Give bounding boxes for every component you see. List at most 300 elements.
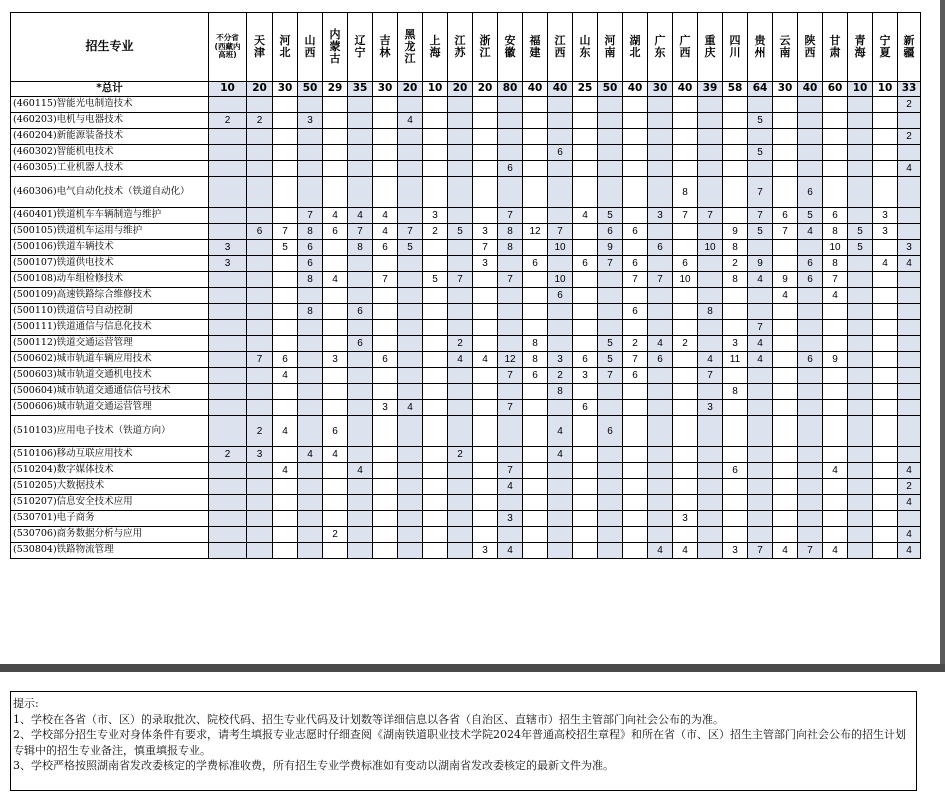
plan-cell — [873, 463, 898, 479]
plan-cell — [209, 384, 247, 400]
page-edge-shadow — [940, 0, 945, 664]
plan-cell — [473, 288, 498, 304]
plan-cell — [773, 416, 798, 447]
table-row — [11, 224, 921, 240]
plan-cell — [423, 352, 448, 368]
plan-cell — [598, 161, 623, 177]
plan-cell — [873, 400, 898, 416]
plan-cell — [373, 304, 398, 320]
plan-cell — [398, 447, 423, 463]
total-cell: 39 — [698, 82, 723, 97]
plan-cell — [748, 416, 773, 447]
plan-cell: 5 — [398, 240, 423, 256]
total-cell: 40 — [798, 82, 823, 97]
plan-cell — [573, 304, 598, 320]
plan-cell: 6 — [598, 224, 623, 240]
province-header-2: 天津 — [247, 13, 273, 82]
plan-cell — [798, 368, 823, 384]
plan-cell — [448, 384, 473, 400]
plan-cell: 2 — [548, 368, 573, 384]
plan-cell — [373, 288, 398, 304]
plan-cell: 6 — [373, 240, 398, 256]
plan-cell — [673, 240, 698, 256]
plan-cell — [398, 177, 423, 208]
total-cell: 10 — [423, 82, 448, 97]
plan-cell: 7 — [673, 208, 698, 224]
plan-cell — [398, 368, 423, 384]
plan-cell — [848, 479, 873, 495]
plan-cell — [723, 368, 748, 384]
plan-cell — [423, 416, 448, 447]
plan-cell: 6 — [573, 352, 598, 368]
plan-cell — [773, 384, 798, 400]
plan-cell — [209, 304, 247, 320]
plan-cell — [773, 161, 798, 177]
plan-cell: 8 — [298, 224, 323, 240]
plan-cell — [323, 113, 348, 129]
plan-cell — [423, 113, 448, 129]
plan-cell — [823, 129, 848, 145]
plan-cell: 2 — [673, 336, 698, 352]
plan-cell — [448, 368, 473, 384]
plan-cell — [798, 511, 823, 527]
major-name: (510205)大数据技术 — [11, 479, 209, 495]
plan-cell — [648, 527, 673, 543]
plan-cell — [873, 416, 898, 447]
plan-cell — [448, 177, 473, 208]
plan-cell — [523, 511, 548, 527]
province-header-5: 内蒙古 — [323, 13, 348, 82]
total-cell: 20 — [247, 82, 273, 97]
plan-cell — [573, 479, 598, 495]
plan-cell — [698, 320, 723, 336]
plan-cell: 6 — [798, 272, 823, 288]
plan-cell — [748, 240, 773, 256]
plan-cell — [848, 511, 873, 527]
plan-cell — [298, 288, 323, 304]
plan-cell — [323, 543, 348, 559]
plan-cell — [623, 416, 648, 447]
plan-cell — [623, 97, 648, 113]
plan-cell — [473, 145, 498, 161]
plan-cell — [473, 272, 498, 288]
plan-cell — [648, 177, 673, 208]
plan-cell — [523, 447, 548, 463]
table-row — [11, 240, 921, 256]
plan-cell — [448, 161, 473, 177]
plan-cell: 7 — [473, 240, 498, 256]
table-row — [11, 177, 921, 208]
plan-cell — [247, 177, 273, 208]
plan-cell: 6 — [623, 368, 648, 384]
plan-cell — [523, 543, 548, 559]
plan-cell: 8 — [723, 240, 748, 256]
plan-cell — [273, 129, 298, 145]
plan-cell — [598, 527, 623, 543]
plan-cell — [323, 368, 348, 384]
plan-cell — [473, 113, 498, 129]
plan-cell: 10 — [698, 240, 723, 256]
major-name: (530706)商务数据分析与应用 — [11, 527, 209, 543]
table-row — [11, 511, 921, 527]
plan-cell: 7 — [698, 208, 723, 224]
province-header-24: 陕西 — [798, 13, 823, 82]
plan-cell — [898, 368, 921, 384]
page-separator — [0, 664, 945, 672]
plan-cell — [473, 384, 498, 400]
plan-cell — [373, 495, 398, 511]
plan-cell — [298, 368, 323, 384]
plan-cell: 6 — [373, 352, 398, 368]
plan-cell — [848, 256, 873, 272]
plan-cell — [548, 463, 573, 479]
plan-cell — [623, 113, 648, 129]
plan-cell — [448, 463, 473, 479]
plan-cell — [498, 384, 523, 400]
plan-cell: 3 — [473, 543, 498, 559]
plan-cell — [523, 320, 548, 336]
plan-cell — [398, 304, 423, 320]
plan-cell — [898, 400, 921, 416]
plan-cell — [898, 320, 921, 336]
plan-cell: 4 — [898, 161, 921, 177]
plan-cell — [848, 161, 873, 177]
plan-cell: 5 — [448, 224, 473, 240]
province-header-4: 山西 — [298, 13, 323, 82]
plan-cell — [523, 272, 548, 288]
plan-cell — [698, 113, 723, 129]
plan-cell — [348, 368, 373, 384]
plan-cell — [423, 177, 448, 208]
plan-cell: 10 — [673, 272, 698, 288]
total-cell: 40 — [523, 82, 548, 97]
plan-cell — [273, 256, 298, 272]
plan-cell: 12 — [498, 352, 523, 368]
plan-cell: 4 — [373, 224, 398, 240]
plan-cell — [473, 177, 498, 208]
plan-cell: 7 — [398, 224, 423, 240]
plan-cell — [209, 288, 247, 304]
plan-cell — [247, 256, 273, 272]
plan-cell — [698, 384, 723, 400]
plan-cell — [698, 495, 723, 511]
plan-cell — [573, 336, 598, 352]
plan-cell: 7 — [273, 224, 298, 240]
plan-cell: 8 — [823, 256, 848, 272]
plan-cell: 4 — [798, 224, 823, 240]
plan-cell — [648, 416, 673, 447]
plan-cell — [848, 304, 873, 320]
table-row — [11, 161, 921, 177]
major-name: (460115)智能光电制造技术 — [11, 97, 209, 113]
plan-cell — [823, 113, 848, 129]
plan-cell — [673, 304, 698, 320]
plan-cell — [209, 177, 247, 208]
plan-cell — [848, 145, 873, 161]
plan-cell — [598, 495, 623, 511]
plan-cell — [398, 495, 423, 511]
plan-cell: 5 — [273, 240, 298, 256]
plan-cell: 2 — [209, 113, 247, 129]
major-name: (460305)工业机器人技术 — [11, 161, 209, 177]
plan-cell — [848, 543, 873, 559]
plan-cell — [598, 384, 623, 400]
plan-cell — [723, 129, 748, 145]
plan-cell — [798, 97, 823, 113]
plan-cell — [247, 400, 273, 416]
plan-cell — [823, 447, 848, 463]
plan-cell: 6 — [648, 240, 673, 256]
plan-cell: 4 — [873, 256, 898, 272]
plan-cell — [423, 527, 448, 543]
table-header-row — [11, 13, 921, 82]
plan-cell — [523, 161, 548, 177]
plan-cell — [598, 113, 623, 129]
table-row — [11, 368, 921, 384]
plan-cell — [698, 511, 723, 527]
plan-cell — [773, 177, 798, 208]
plan-cell: 4 — [273, 463, 298, 479]
plan-cell — [773, 113, 798, 129]
plan-cell: 5 — [423, 272, 448, 288]
plan-cell: 5 — [848, 224, 873, 240]
plan-cell — [209, 145, 247, 161]
plan-cell — [373, 463, 398, 479]
plan-cell — [273, 400, 298, 416]
plan-cell: 8 — [823, 224, 848, 240]
plan-cell — [898, 416, 921, 447]
province-header-3: 河北 — [273, 13, 298, 82]
province-header-13: 福建 — [523, 13, 548, 82]
plan-cell — [598, 304, 623, 320]
plan-cell — [298, 336, 323, 352]
province-header-25: 甘肃 — [823, 13, 848, 82]
plan-cell: 3 — [473, 224, 498, 240]
plan-cell — [623, 495, 648, 511]
table-row — [11, 272, 921, 288]
plan-cell — [723, 400, 748, 416]
plan-cell — [548, 495, 573, 511]
plan-cell — [247, 145, 273, 161]
major-name: (500604)城市轨道交通通信信号技术 — [11, 384, 209, 400]
plan-cell — [798, 463, 823, 479]
plan-cell — [573, 416, 598, 447]
plan-cell — [498, 145, 523, 161]
plan-cell — [423, 97, 448, 113]
plan-cell — [209, 272, 247, 288]
plan-cell — [523, 177, 548, 208]
plan-cell — [298, 145, 323, 161]
table-row — [11, 113, 921, 129]
plan-cell — [573, 240, 598, 256]
plan-cell — [598, 463, 623, 479]
province-header-21: 四川 — [723, 13, 748, 82]
plan-cell — [748, 97, 773, 113]
plan-cell — [423, 479, 448, 495]
plan-cell — [273, 543, 298, 559]
plan-cell — [247, 97, 273, 113]
plan-cell — [748, 511, 773, 527]
plan-cell — [823, 304, 848, 320]
total-cell: 80 — [498, 82, 523, 97]
plan-cell — [323, 304, 348, 320]
major-header: 招生专业 — [11, 13, 209, 82]
plan-cell — [273, 113, 298, 129]
plan-cell — [247, 527, 273, 543]
plan-cell — [798, 400, 823, 416]
plan-cell — [898, 352, 921, 368]
plan-cell: 2 — [898, 479, 921, 495]
plan-cell: 7 — [598, 368, 623, 384]
plan-cell — [323, 256, 348, 272]
plan-cell — [848, 336, 873, 352]
plan-cell — [598, 145, 623, 161]
plan-cell — [873, 543, 898, 559]
plan-cell — [298, 320, 323, 336]
table-row — [11, 352, 921, 368]
plan-cell — [473, 416, 498, 447]
province-header-15: 山东 — [573, 13, 598, 82]
plan-cell: 7 — [748, 320, 773, 336]
plan-cell — [348, 352, 373, 368]
plan-cell — [548, 527, 573, 543]
plan-cell — [773, 129, 798, 145]
plan-cell — [823, 495, 848, 511]
plan-cell — [548, 336, 573, 352]
plan-cell — [398, 352, 423, 368]
plan-cell: 5 — [748, 224, 773, 240]
total-cell: 20 — [398, 82, 423, 97]
plan-cell — [673, 224, 698, 240]
plan-cell — [298, 463, 323, 479]
plan-cell: 3 — [298, 113, 323, 129]
plan-cell — [723, 511, 748, 527]
plan-cell — [548, 479, 573, 495]
plan-cell — [623, 208, 648, 224]
plan-cell — [448, 145, 473, 161]
plan-cell — [398, 129, 423, 145]
plan-cell — [873, 129, 898, 145]
plan-cell — [873, 336, 898, 352]
plan-cell: 4 — [648, 336, 673, 352]
plan-cell — [573, 272, 598, 288]
total-cell: 30 — [373, 82, 398, 97]
plan-cell — [673, 113, 698, 129]
plan-cell — [273, 145, 298, 161]
plan-cell — [209, 463, 247, 479]
plan-cell: 9 — [723, 224, 748, 240]
plan-cell: 6 — [823, 208, 848, 224]
plan-cell: 7 — [623, 272, 648, 288]
plan-cell — [348, 145, 373, 161]
plan-cell — [247, 129, 273, 145]
note-line-1: 1、学校在各省（市、区）的录取批次、院校代码、招生专业代码及计划数等详细信息以各省（自治区、直辖市）招生主管部门向社会公布的为准。 — [13, 712, 724, 726]
plan-cell: 7 — [373, 272, 398, 288]
plan-cell — [398, 208, 423, 224]
major-name: (460401)铁道机车车辆制造与维护 — [11, 208, 209, 224]
major-name: (500105)铁道机车运用与维护 — [11, 224, 209, 240]
plan-cell — [247, 336, 273, 352]
plan-cell — [247, 272, 273, 288]
plan-cell: 3 — [373, 400, 398, 416]
plan-cell — [348, 177, 373, 208]
total-cell: 40 — [623, 82, 648, 97]
major-name: (460203)电机与电器技术 — [11, 113, 209, 129]
plan-cell: 10 — [823, 240, 848, 256]
plan-cell — [698, 543, 723, 559]
plan-cell — [673, 97, 698, 113]
plan-cell — [548, 543, 573, 559]
plan-cell — [423, 336, 448, 352]
plan-cell — [473, 304, 498, 320]
plan-cell — [373, 129, 398, 145]
total-cell: 50 — [598, 82, 623, 97]
plan-cell — [848, 416, 873, 447]
total-cell: 30 — [273, 82, 298, 97]
plan-cell: 6 — [323, 224, 348, 240]
plan-cell — [848, 368, 873, 384]
plan-cell — [448, 304, 473, 320]
plan-cell — [698, 177, 723, 208]
plan-cell — [723, 288, 748, 304]
plan-cell — [523, 479, 548, 495]
enrollment-plan-table — [10, 12, 921, 559]
plan-cell — [598, 177, 623, 208]
plan-cell — [373, 384, 398, 400]
plan-cell: 8 — [723, 272, 748, 288]
plan-cell — [898, 288, 921, 304]
plan-cell — [748, 400, 773, 416]
plan-cell — [398, 384, 423, 400]
plan-cell — [398, 416, 423, 447]
plan-cell — [773, 368, 798, 384]
plan-cell: 2 — [247, 113, 273, 129]
major-name: (510204)数字媒体技术 — [11, 463, 209, 479]
plan-cell — [423, 145, 448, 161]
plan-cell: 9 — [823, 352, 848, 368]
total-cell: 10 — [873, 82, 898, 97]
plan-cell — [623, 527, 648, 543]
total-cell: 10 — [848, 82, 873, 97]
plan-cell — [648, 304, 673, 320]
plan-cell — [209, 336, 247, 352]
plan-cell — [748, 384, 773, 400]
plan-cell — [348, 543, 373, 559]
plan-cell: 4 — [823, 288, 848, 304]
plan-cell — [323, 145, 348, 161]
major-name: (530701)电子商务 — [11, 511, 209, 527]
plan-cell: 4 — [548, 416, 573, 447]
plan-cell — [348, 288, 373, 304]
plan-cell: 6 — [798, 352, 823, 368]
plan-cell — [673, 463, 698, 479]
plan-cell — [348, 511, 373, 527]
plan-cell — [848, 272, 873, 288]
plan-cell: 7 — [798, 543, 823, 559]
plan-cell — [209, 161, 247, 177]
plan-cell — [548, 304, 573, 320]
plan-cell — [548, 97, 573, 113]
plan-cell: 7 — [298, 208, 323, 224]
plan-cell: 4 — [773, 288, 798, 304]
plan-cell — [209, 208, 247, 224]
table-row — [11, 463, 921, 479]
plan-cell: 6 — [598, 416, 623, 447]
plan-cell — [523, 240, 548, 256]
plan-cell — [273, 527, 298, 543]
plan-cell: 6 — [523, 368, 548, 384]
plan-cell — [573, 511, 598, 527]
